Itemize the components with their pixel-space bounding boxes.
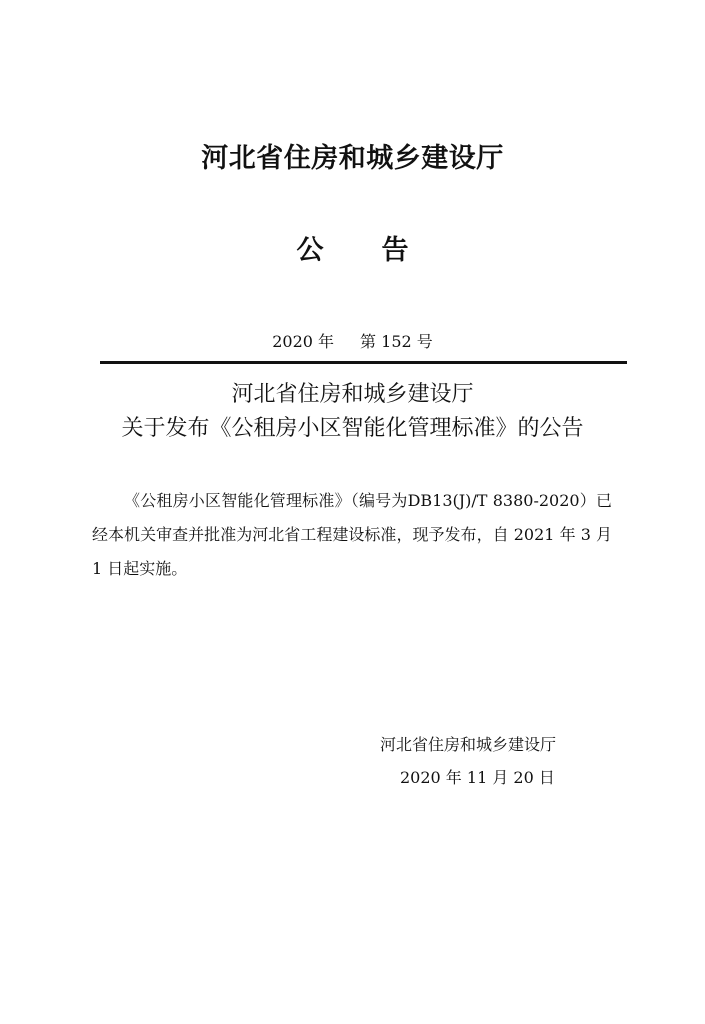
issue-year: 2020 年 <box>272 332 335 351</box>
department-title: 河北省住房和城乡建设厅 <box>201 143 504 174</box>
notice-body <box>92 484 612 586</box>
notice-heading-char-2: 告 <box>381 235 409 266</box>
notice-heading <box>0 228 705 267</box>
header-divider <box>100 361 627 364</box>
signature-organization: 河北省住房和城乡建设厅 <box>380 735 557 754</box>
signature-date: 2020 年 11 月 20 日 <box>400 768 555 787</box>
signature-block <box>370 728 600 794</box>
body-paragraph: 《公租房小区智能化管理标准》（编号为DB13(J)/T 8380-2020）已经本机关审查并批准为河北省工程建设标准，现予发布，自 2021 年 3 月 1 日起实施。 <box>92 491 612 578</box>
notice-subject <box>0 378 705 446</box>
subject-line-1: 河北省住房和城乡建设厅 <box>231 382 474 407</box>
notice-heading-char-1: 公 <box>296 235 324 266</box>
issue-number: 第 152 号 <box>360 332 433 351</box>
issue-number-line <box>0 329 705 352</box>
subject-line-2: 关于发布《公租房小区智能化管理标准》的公告 <box>121 416 584 441</box>
